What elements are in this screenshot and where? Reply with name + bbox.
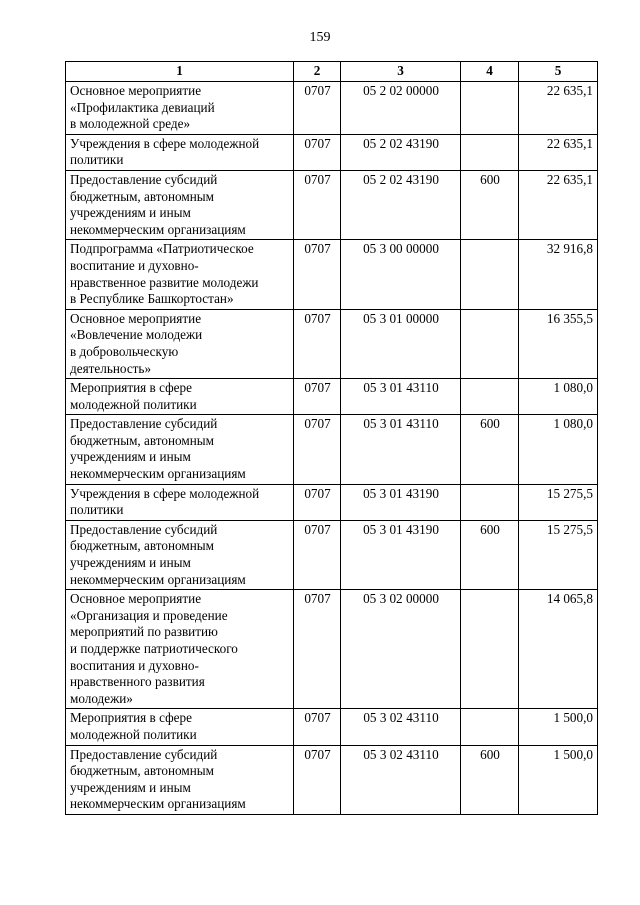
row-section-text: 0707 <box>304 241 331 257</box>
table-row <box>66 415 598 484</box>
row-section-cell <box>294 520 341 589</box>
row-code-text: 05 3 01 43110 <box>363 416 439 432</box>
row-type-cell <box>461 82 519 135</box>
row-sum-text: 32 916,8 <box>546 241 593 257</box>
row-sum-text: 1 500,0 <box>553 746 593 762</box>
row-type-cell <box>461 170 519 239</box>
row-sum-cell <box>519 484 598 520</box>
row-code-cell <box>341 309 461 378</box>
page-number: 159 <box>309 30 331 45</box>
row-sum-cell <box>519 415 598 484</box>
table-row <box>66 134 598 170</box>
row-code-cell <box>341 745 461 814</box>
row-sum-cell <box>519 590 598 709</box>
table-row <box>66 745 598 814</box>
row-section-text: 0707 <box>304 746 331 762</box>
row-sum-text: 1 080,0 <box>553 380 593 396</box>
budget-table-wrapper <box>65 61 598 815</box>
row-code-text: 05 2 02 43190 <box>363 135 439 151</box>
header-col-1: 1 <box>66 62 294 82</box>
row-name-cell <box>66 309 294 378</box>
row-section-text: 0707 <box>304 710 331 726</box>
row-name-text: Мероприятия в сфере молодежной политики <box>70 710 197 742</box>
row-name-text: Основное мероприятие «Организация и проведение мероприятий по развитию и поддержке патриотического воспитания и духовно- нравственного развития молодежи» <box>70 591 238 706</box>
row-type-text: 600 <box>480 521 500 537</box>
row-sum-text: 16 355,5 <box>546 310 593 326</box>
row-name-text: Мероприятия в сфере молодежной политики <box>70 380 197 412</box>
table-body <box>66 82 598 815</box>
row-sum-cell <box>519 170 598 239</box>
row-name-cell <box>66 379 294 415</box>
row-code-cell <box>341 709 461 745</box>
row-name-cell <box>66 484 294 520</box>
row-section-text: 0707 <box>304 310 331 326</box>
row-name-cell <box>66 745 294 814</box>
row-sum-text: 15 275,5 <box>546 485 593 501</box>
row-name-cell <box>66 415 294 484</box>
row-name-text: Основное мероприятие «Профилактика девиаций в молодежной среде» <box>70 83 215 132</box>
row-type-cell <box>461 484 519 520</box>
row-name-text: Учреждения в сфере молодежной политики <box>70 485 260 518</box>
row-section-text: 0707 <box>304 485 331 501</box>
table-row <box>66 240 598 309</box>
row-type-text: 600 <box>480 416 500 432</box>
table-row <box>66 590 598 709</box>
table-row <box>66 170 598 239</box>
row-sum-text: 14 065,8 <box>546 591 593 607</box>
table-row <box>66 379 598 415</box>
row-section-cell <box>294 170 341 239</box>
row-type-text: 600 <box>480 171 500 187</box>
row-name-text: Предоставление субсидий бюджетным, автономным учреждениям и иным некоммерческим организациям <box>70 746 246 812</box>
row-code-text: 05 3 01 43110 <box>363 380 439 396</box>
row-code-text: 05 3 01 43190 <box>363 521 439 537</box>
row-type-cell <box>461 379 519 415</box>
row-section-cell <box>294 240 341 309</box>
row-name-cell <box>66 134 294 170</box>
row-name-text: Предоставление субсидий бюджетным, автономным учреждениям и иным некоммерческим организациям <box>70 416 246 482</box>
row-sum-text: 22 635,1 <box>546 135 593 151</box>
table-row <box>66 309 598 378</box>
row-sum-text: 1 080,0 <box>553 416 593 432</box>
row-section-text: 0707 <box>304 83 331 98</box>
row-section-text: 0707 <box>304 135 331 151</box>
row-code-text: 05 2 02 43190 <box>363 171 439 187</box>
row-type-cell <box>461 709 519 745</box>
row-section-cell <box>294 379 341 415</box>
row-type-cell <box>461 590 519 709</box>
row-section-text: 0707 <box>304 521 331 537</box>
row-section-cell <box>294 484 341 520</box>
row-section-cell <box>294 134 341 170</box>
table-row <box>66 520 598 589</box>
row-sum-text: 22 635,1 <box>546 83 593 98</box>
row-type-cell <box>461 520 519 589</box>
row-name-text: Учреждения в сфере молодежной политики <box>70 135 260 168</box>
row-code-cell <box>341 484 461 520</box>
row-section-cell <box>294 309 341 378</box>
header-col-4: 4 <box>461 62 519 82</box>
budget-table <box>65 61 598 815</box>
header-col-3: 3 <box>341 62 461 82</box>
row-code-cell <box>341 520 461 589</box>
row-type-cell <box>461 240 519 309</box>
header-row <box>66 62 598 82</box>
row-section-text: 0707 <box>304 171 331 187</box>
row-type-text: 600 <box>480 746 500 762</box>
row-name-cell <box>66 590 294 709</box>
header-col-5: 5 <box>519 62 598 82</box>
row-code-text: 05 2 02 00000 <box>363 83 439 98</box>
row-code-cell <box>341 415 461 484</box>
row-section-cell <box>294 415 341 484</box>
row-code-cell <box>341 379 461 415</box>
row-name-cell <box>66 240 294 309</box>
row-code-cell <box>341 134 461 170</box>
row-section-text: 0707 <box>304 591 331 607</box>
row-name-cell <box>66 170 294 239</box>
row-section-cell <box>294 745 341 814</box>
row-section-text: 0707 <box>304 416 331 432</box>
row-name-text: Подпрограмма «Патриотическое воспитание и духовно- нравственное развитие молодежи в Республике Башкортостан» <box>70 241 259 307</box>
table-row <box>66 709 598 745</box>
row-name-cell <box>66 520 294 589</box>
row-sum-cell <box>519 379 598 415</box>
row-sum-cell <box>519 240 598 309</box>
row-section-cell <box>294 590 341 709</box>
header-col-2: 2 <box>294 62 341 82</box>
row-section-cell <box>294 82 341 135</box>
row-name-cell <box>66 709 294 745</box>
row-sum-cell <box>519 709 598 745</box>
row-sum-text: 22 635,1 <box>546 171 593 187</box>
row-sum-cell <box>519 520 598 589</box>
row-code-text: 05 3 02 00000 <box>363 591 439 607</box>
table-row <box>66 82 598 135</box>
row-section-text: 0707 <box>304 380 331 396</box>
row-sum-cell <box>519 309 598 378</box>
row-code-cell <box>341 170 461 239</box>
row-code-text: 05 3 01 43190 <box>363 485 439 501</box>
row-type-cell <box>461 745 519 814</box>
row-type-cell <box>461 415 519 484</box>
row-code-text: 05 3 02 43110 <box>363 746 439 762</box>
row-sum-text: 1 500,0 <box>553 710 593 726</box>
row-code-cell <box>341 240 461 309</box>
row-sum-cell <box>519 745 598 814</box>
row-type-cell <box>461 134 519 170</box>
row-code-text: 05 3 01 00000 <box>363 310 439 326</box>
row-code-cell <box>341 82 461 135</box>
row-sum-cell <box>519 82 598 135</box>
row-code-text: 05 3 00 00000 <box>363 241 439 257</box>
row-type-cell <box>461 309 519 378</box>
row-code-cell <box>341 590 461 709</box>
row-sum-text: 15 275,5 <box>546 521 593 537</box>
row-name-text: Основное мероприятие «Вовлечение молодежи в добровольческую деятельность» <box>70 310 203 376</box>
row-name-text: Предоставление субсидий бюджетным, автономным учреждениям и иным некоммерческим организациям <box>70 171 246 237</box>
row-name-text: Предоставление субсидий бюджетным, автономным учреждениям и иным некоммерческим организациям <box>70 521 246 587</box>
row-name-cell <box>66 82 294 135</box>
row-sum-cell <box>519 134 598 170</box>
table-row <box>66 484 598 520</box>
row-section-cell <box>294 709 341 745</box>
row-code-text: 05 3 02 43110 <box>363 710 439 726</box>
